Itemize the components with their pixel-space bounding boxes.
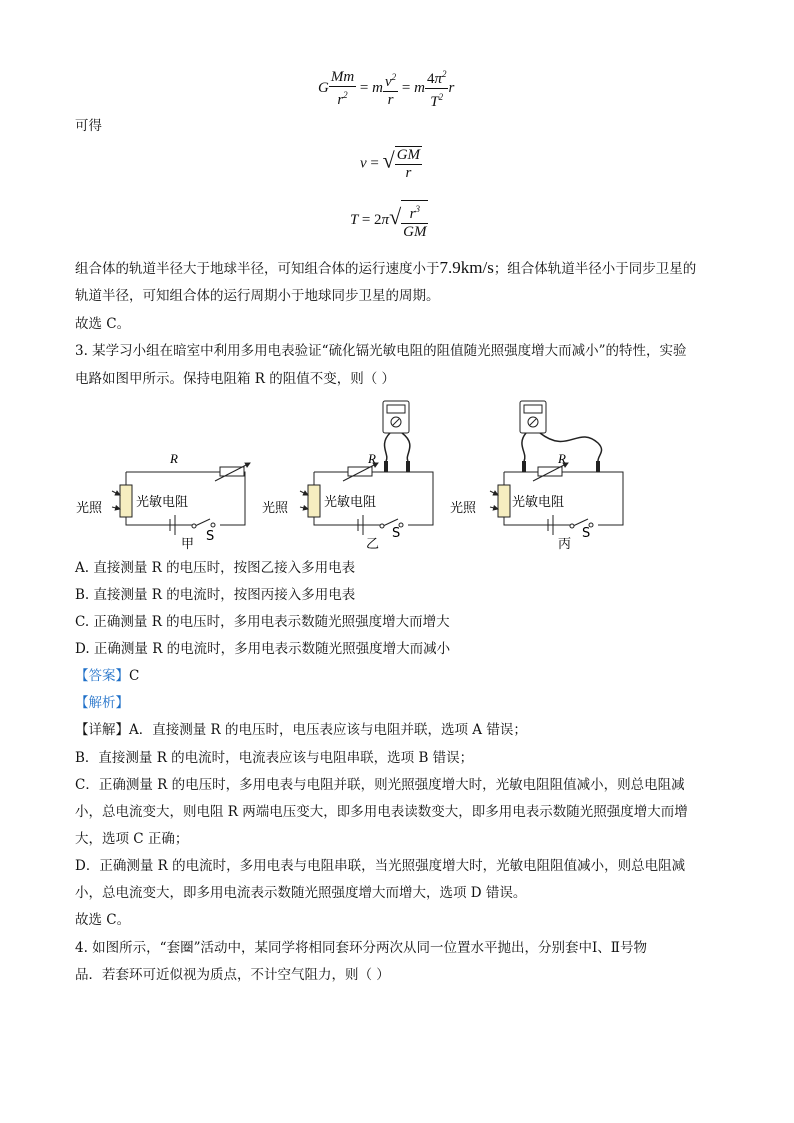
answer-label: 【答案】	[75, 668, 129, 684]
svg-text:R: R	[368, 451, 376, 466]
detail-c1: C．正确测量 R 的电压时，多用电表与电阻并联，则光照强度增大时，光敏电阻阻值减小，则总电阻减	[75, 777, 685, 793]
photoresistor-label: 光敏电阻	[136, 495, 189, 510]
formula-v: v = √ $\frac{GM}{r}$	[360, 147, 421, 181]
circuit-bing	[450, 401, 623, 552]
choose-c-1: 故选 C。	[75, 316, 131, 332]
analysis-label: 【解析】	[75, 695, 129, 711]
resistor-box-label: R	[170, 451, 178, 466]
circuit-diagrams	[70, 395, 650, 555]
detail-a: A．直接测量 R 的电压时，电压表应该与电阻并联，选项 A 错误；	[129, 722, 527, 738]
formula-gravity: G $\frac{Mm}{r^2}$ = m $\frac{v^2}{r}$ = m $\frac{4\pi^2}{T^2}$ r	[318, 66, 454, 111]
para1-b: ；组合体轨道半径小于同步卫星的	[493, 261, 697, 277]
svg-text:光照: 光照	[262, 501, 289, 516]
para1-line1	[75, 258, 696, 279]
q4-line2: 品．若套环可近似视为质点，不计空气阻力，则（ ）	[75, 967, 390, 983]
text-kede: 可得	[75, 118, 102, 134]
answer-value: C	[129, 668, 140, 684]
detail-a-line	[75, 720, 527, 740]
caption-jia: 甲	[181, 537, 195, 552]
svg-text:光照: 光照	[450, 501, 477, 516]
detail-b: B．直接测量 R 的电流时，电流表应该与电阻串联，选项 B 错误；	[75, 750, 474, 766]
circuit-jia	[76, 451, 250, 552]
svg-text:R: R	[558, 451, 566, 466]
svg-text:S: S	[582, 526, 591, 541]
option-c: C. 正确测量 R 的电压时，多用电表示数随光照强度增大而增大	[75, 614, 450, 630]
q4-line1: 4. 如图所示，“套圈”活动中，某同学将相同套环分两次从同一位置水平抛出，分别套中Ⅰ、Ⅱ号物	[75, 940, 647, 956]
option-d: D. 正确测量 R 的电流时，多用电表示数随光照强度增大而减小	[75, 641, 451, 657]
svg-text:光敏电阻: 光敏电阻	[512, 495, 565, 510]
para1-a: 组合体的轨道半径大于地球半径，可知组合体的运行速度小于	[75, 261, 440, 277]
detail-c2: 小，总电流变大，则电阻 R 两端电压变大，即多用电表读数变大，即多用电表示数随光照强度增大而增	[75, 804, 688, 820]
svg-text:S: S	[392, 526, 401, 541]
option-a: A. 直接测量 R 的电压时，按图乙接入多用电表	[75, 560, 356, 576]
q3-line1: 3. 某学习小组在暗室中利用多用电表验证“硫化镉光敏电阻的阻值随光照强度增大而减小”的特性，实验	[75, 343, 687, 359]
detail-label: 【详解】	[75, 722, 129, 738]
q3-line2: 电路如图甲所示。保持电阻箱 R 的阻值不变，则（ ）	[75, 371, 396, 387]
caption-yi: 乙	[366, 537, 380, 552]
svg-text:光敏电阻: 光敏电阻	[324, 495, 377, 510]
para1-line2: 轨道半径，可知组合体的运行周期小于地球同步卫星的周期。	[75, 288, 440, 304]
detail-d2: 小，总电流变大，即多用电流表示数随光照强度增大而增大，选项 D 错误。	[75, 885, 527, 901]
light-label: 光照	[76, 501, 103, 516]
detail-d1: D．正确测量 R 的电流时，多用电表与电阻串联，当光照强度增大时，光敏电阻阻值减小，则总电阻减	[75, 858, 686, 874]
choose-c-2: 故选 C。	[75, 912, 131, 928]
answer-line	[75, 666, 139, 686]
switch-label: S	[206, 529, 215, 544]
option-b: B. 直接测量 R 的电流时，按图丙接入多用电表	[75, 587, 356, 603]
detail-c3: 大，选项 C 正确；	[75, 831, 189, 847]
caption-bing: 丙	[558, 537, 572, 552]
speed-value: 7.9km/s	[439, 258, 494, 277]
circuit-yi	[262, 401, 433, 552]
formula-T: T = 2π√ $\frac{r^3}{GM}$	[350, 200, 428, 241]
